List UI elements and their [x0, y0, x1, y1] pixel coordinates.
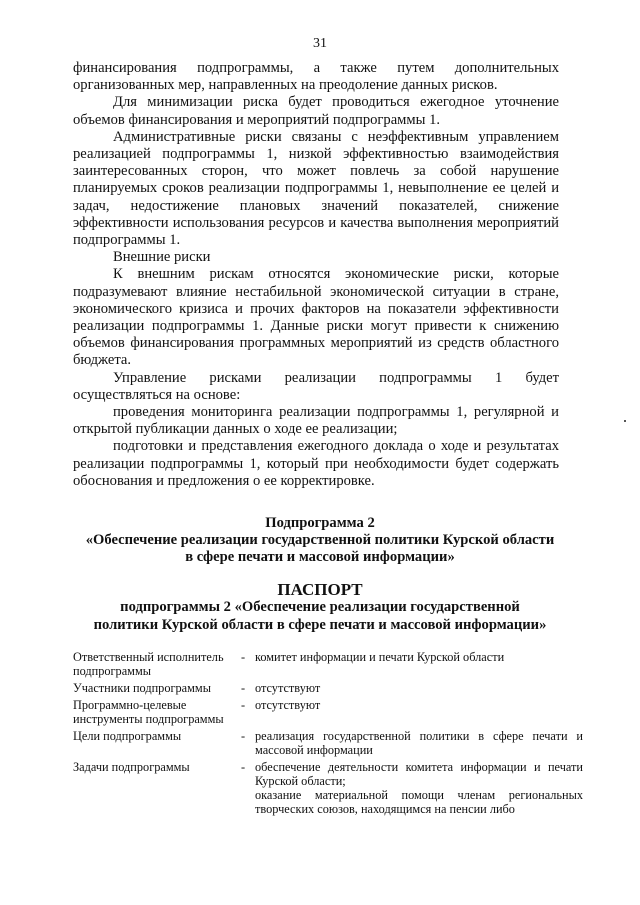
passport-value-text: обеспечение деятельности комитета информации и печати Курской области; — [255, 760, 583, 788]
passport-value-text: оказание материальной помощи членам региональных творческих союзов, находящимся на пенсии либо — [255, 788, 583, 816]
scan-speck — [624, 420, 626, 422]
paragraph: К внешним рискам относятся экономические риски, которые подразумевают влияние нестабильной экономической ситуации в стране, экономического кризиса и прочих факторов на показатели эффективности реализации подпрограммы 1. Данные риски могут привести к снижению объемов финансирования программных мероприятий из средств областного бюджета. — [73, 266, 559, 369]
passport-row — [73, 760, 583, 816]
section-label-external-risks: Внешние риски — [113, 249, 211, 266]
paragraph: Для минимизации риска будет проводиться ежегодное уточнение объемов финансирования и мероприятий подпрограммы 1. — [73, 94, 559, 128]
passport-value-text: комитет информации и печати Курской области — [255, 650, 505, 664]
subprogram-heading-line: Подпрограмма 2 — [265, 515, 375, 531]
paragraph: финансирования подпрограммы, а также путем дополнительных организованных мер, направленных на преодоление данных рисков. — [73, 60, 559, 94]
passport-row-value — [255, 760, 583, 816]
passport-table — [73, 650, 583, 819]
paragraph: Административные риски связаны с неэффективным управлением реализацией подпрограммы 1, низкой эффективностью взаимодействия заинтересованных сторон, что может повлечь за собой нарушение планируемых сроков реализации подпрограммы 1, невыполнение ее целей и задач, недостижение плановых значений показателей, снижение эффективности использования ресурсов и качества выполнения мероприятий подпрограммы 1. — [73, 128, 559, 249]
passport-row — [73, 650, 583, 678]
passport-row-dash: - — [240, 650, 246, 664]
subprogram-heading-line: в сфере печати и массовой информации» — [185, 549, 455, 565]
paragraph: подготовки и представления ежегодного доклада о ходе и результатах реализации подпрограммы 1, который при необходимости будет содержать обоснования и предложения о ее корректировке. — [73, 438, 559, 489]
passport-row-dash: - — [240, 698, 246, 712]
passport-row-value — [255, 681, 583, 695]
passport-row-value — [255, 698, 583, 726]
subprogram-heading — [60, 515, 580, 566]
passport-row-dash: - — [240, 681, 246, 695]
passport-value-text: отсутствуют — [255, 681, 321, 695]
passport-subtitle-line: подпрограммы 2 «Обеспечение реализации государственной — [120, 599, 520, 615]
passport-row — [73, 681, 583, 695]
body-text — [73, 60, 559, 490]
paragraph: проведения мониторинга реализации подпрограммы 1, регулярной и открытой публикации данных о ходе ее реализации; — [73, 404, 559, 438]
passport-row — [73, 729, 583, 757]
passport-row-value — [255, 650, 583, 678]
paragraph: Управление рисками реализации подпрограммы 1 будет осуществляться на основе: — [73, 369, 559, 403]
passport-row-dash: - — [240, 760, 246, 774]
passport-row-label: Ответственный исполнитель подпрограммы — [73, 650, 224, 678]
passport-row-dash: - — [240, 729, 246, 743]
passport-row-label: Цели подпрограммы — [73, 729, 182, 743]
passport-title: ПАСПОРТ — [277, 580, 363, 599]
passport-subtitle — [60, 598, 580, 634]
passport-row-label: Программно-целевые инструменты подпрограммы — [73, 698, 224, 726]
passport-value-text: отсутствуют — [255, 698, 321, 712]
page-number: 31 — [313, 36, 327, 51]
passport-row-label: Задачи подпрограммы — [73, 760, 190, 774]
passport-row-value — [255, 729, 583, 757]
passport-row-label: Участники подпрограммы — [73, 681, 211, 695]
passport-row — [73, 698, 583, 726]
passport-value-text: реализация государственной политики в сфере печати и массовой информации — [255, 729, 583, 757]
passport-subtitle-line: политики Курской области в сфере печати и массовой информации» — [93, 617, 547, 633]
subprogram-heading-line: «Обеспечение реализации государственной политики Курской области — [85, 532, 555, 548]
